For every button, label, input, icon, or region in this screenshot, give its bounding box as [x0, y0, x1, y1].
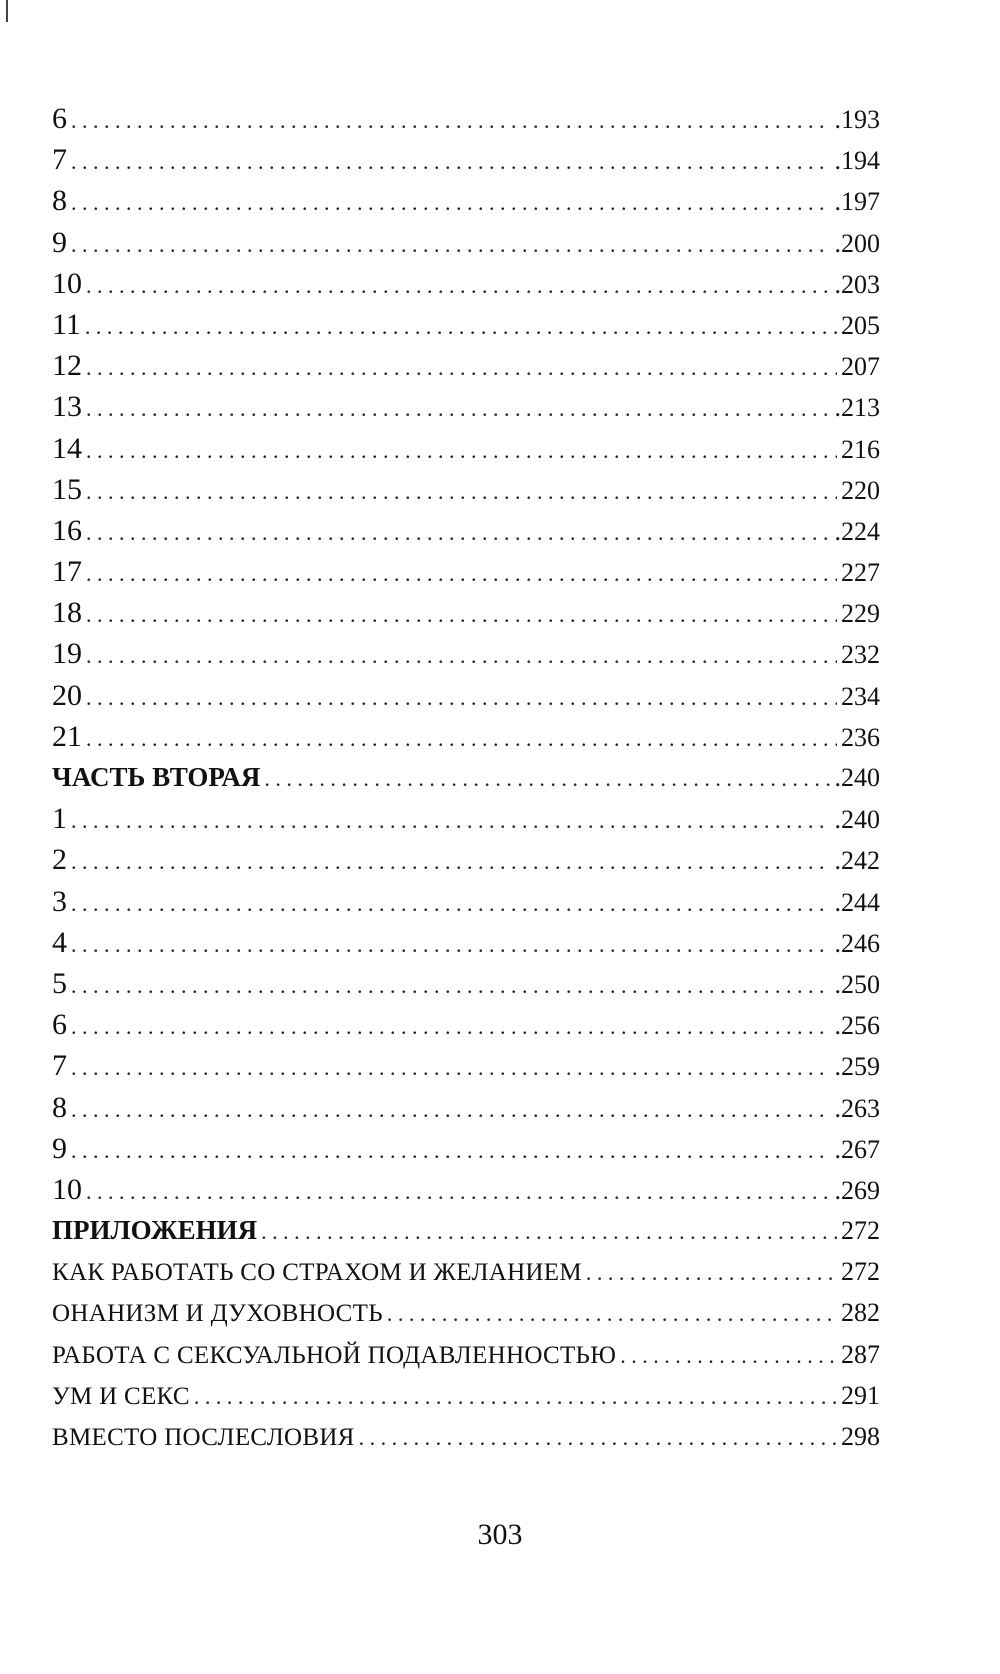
toc-entry — [52, 139, 880, 180]
toc-entry-title: 4 — [52, 925, 67, 959]
toc-leader-dots — [264, 758, 830, 799]
toc-leader-dots — [586, 1252, 837, 1293]
scan-edge-mark — [6, 0, 8, 22]
toc-leader-dots — [620, 1335, 837, 1376]
toc-entry-page: .224 — [834, 516, 880, 546]
toc-entry-page: 227 — [841, 558, 880, 588]
toc-entry-page: .203 — [834, 269, 880, 299]
toc-entry-page: 282 — [841, 1298, 880, 1328]
toc-leader-dots — [71, 182, 831, 223]
toc-entry-page: .256 — [834, 1011, 880, 1041]
toc-entry-page: .242 — [834, 846, 880, 876]
toc-entry-page: 232 — [841, 640, 880, 670]
toc-entry-title: 14 — [52, 431, 82, 465]
toc-entry — [52, 839, 880, 880]
toc-entry-page: 216 — [841, 434, 880, 464]
toc-entry-page: 229 — [841, 599, 880, 629]
toc-entry-page: .240 — [834, 763, 880, 792]
toc-entry — [52, 675, 880, 716]
toc-entry — [52, 963, 880, 1004]
toc-entry — [52, 1087, 880, 1128]
toc-entry — [52, 180, 880, 221]
toc-entry-title: 13 — [52, 390, 82, 424]
toc-leader-dots — [86, 594, 837, 635]
toc-entry — [52, 1375, 880, 1416]
toc-entry — [52, 922, 880, 963]
toc-entry — [52, 428, 880, 469]
toc-entry-title: 10 — [52, 1172, 82, 1206]
page-number: 303 — [477, 1518, 523, 1551]
toc-leader-dots — [86, 471, 837, 512]
toc-entry-title: КАК РАБОТАТЬ СО СТРАХОМ И ЖЕЛАНИЕМ — [52, 1259, 582, 1287]
toc-entry-title: РАБОТА С СЕКСУАЛЬНОЙ ПОДАВЛЕННОСТЬЮ — [52, 1341, 617, 1369]
toc-entry — [52, 98, 880, 139]
toc-entry — [52, 510, 880, 551]
toc-entry-page: .213 — [834, 393, 880, 423]
toc-entry — [52, 1004, 880, 1045]
toc-leader-dots — [71, 800, 831, 841]
toc-entry-page: .244 — [834, 887, 880, 917]
toc-entry-page: 207 — [841, 352, 880, 382]
toc-leader-dots — [71, 1130, 831, 1171]
toc-entry — [52, 1210, 880, 1251]
toc-entry-title: УМ И СЕКС — [52, 1382, 190, 1410]
toc-entry-page: .240 — [834, 805, 880, 835]
toc-entry-title: 1 — [52, 802, 67, 836]
toc-leader-dots — [71, 100, 831, 141]
toc-entry-title: 6 — [52, 1008, 67, 1042]
toc-entry-title: 7 — [52, 143, 67, 177]
toc-entry — [52, 633, 880, 674]
toc-entry — [52, 263, 880, 304]
table-of-contents — [52, 98, 880, 1457]
toc-leader-dots — [71, 1089, 831, 1130]
toc-entry-title: 5 — [52, 966, 67, 1000]
toc-entry — [52, 716, 880, 757]
toc-entry — [52, 386, 880, 427]
toc-entry-page: 272 — [841, 1216, 880, 1246]
toc-entry — [52, 1292, 880, 1333]
toc-entry-title: 8 — [52, 1090, 67, 1124]
toc-leader-dots — [194, 1376, 837, 1417]
toc-leader-dots — [71, 883, 831, 924]
toc-entry-page: 272 — [841, 1257, 880, 1287]
toc-entry — [52, 1251, 880, 1292]
toc-entry — [52, 1334, 880, 1375]
toc-leader-dots — [71, 1047, 831, 1088]
toc-entry-title: ВМЕСТО ПОСЛЕСЛОВИЯ — [52, 1424, 355, 1451]
toc-entry-page: 236 — [841, 722, 880, 752]
toc-entry — [52, 757, 880, 798]
toc-entry-title: 11 — [52, 307, 81, 341]
toc-entry-title: 8 — [52, 184, 67, 218]
toc-entry-page: .193 — [834, 105, 880, 134]
toc-leader-dots — [71, 965, 831, 1006]
toc-entry-title: 7 — [52, 1049, 67, 1083]
toc-entry-page: 298 — [841, 1422, 880, 1451]
toc-entry-title: 6 — [52, 102, 67, 135]
toc-entry-page: .194 — [834, 146, 880, 176]
toc-entry-page: .246 — [834, 928, 880, 958]
toc-entry-title: 15 — [52, 472, 82, 506]
toc-entry-title: 2 — [52, 843, 67, 877]
toc-leader-dots — [86, 347, 837, 388]
toc-entry — [52, 1416, 880, 1457]
toc-entry-page: .197 — [834, 187, 880, 217]
toc-entry — [52, 592, 880, 633]
toc-entry — [52, 881, 880, 922]
toc-entry-page: .263 — [834, 1093, 880, 1123]
toc-leader-dots — [71, 224, 831, 265]
toc-entry-page: 234 — [841, 681, 880, 711]
toc-entry-page: 220 — [841, 475, 880, 505]
toc-entry-page: .250 — [834, 969, 880, 999]
toc-entry-page: 291 — [841, 1380, 880, 1410]
toc-leader-dots — [86, 430, 837, 471]
toc-entry-title: ЧАСТЬ ВТОРАЯ — [52, 762, 261, 792]
toc-entry — [52, 798, 880, 839]
toc-leader-dots — [71, 924, 831, 965]
toc-leader-dots — [86, 512, 831, 553]
toc-leader-dots — [86, 718, 837, 759]
toc-entry-title: 20 — [52, 678, 82, 712]
toc-entry-title: 19 — [52, 637, 82, 671]
toc-entry-title: 9 — [52, 225, 67, 259]
toc-leader-dots — [86, 1171, 831, 1212]
toc-leader-dots — [86, 265, 831, 306]
toc-entry-title: 18 — [52, 596, 82, 630]
toc-entry-title: 21 — [52, 719, 82, 753]
toc-entry — [52, 1128, 880, 1169]
toc-leader-dots — [359, 1417, 837, 1458]
toc-entry — [52, 345, 880, 386]
toc-entry-title: 3 — [52, 884, 67, 918]
toc-leader-dots — [387, 1293, 837, 1334]
toc-leader-dots — [86, 635, 837, 676]
toc-entry-title: 16 — [52, 513, 82, 547]
toc-leader-dots — [71, 141, 831, 182]
toc-entry-title: 10 — [52, 266, 82, 300]
toc-leader-dots — [71, 1006, 831, 1047]
toc-entry-page: 287 — [841, 1339, 880, 1369]
toc-entry-title: 12 — [52, 349, 82, 383]
toc-entry-page: 205 — [841, 310, 880, 340]
toc-entry-page: .269 — [834, 1175, 880, 1205]
toc-leader-dots — [71, 841, 831, 882]
toc-entry — [52, 304, 880, 345]
toc-entry-page: .259 — [834, 1052, 880, 1082]
toc-leader-dots — [261, 1211, 837, 1252]
toc-entry — [52, 469, 880, 510]
toc-entry — [52, 551, 880, 592]
toc-leader-dots — [86, 388, 831, 429]
toc-entry-page: .267 — [834, 1134, 880, 1164]
toc-entry-title: 17 — [52, 555, 82, 589]
toc-entry — [52, 1169, 880, 1210]
toc-entry-title: ОНАНИЗМ И ДУХОВНОСТЬ — [52, 1300, 383, 1328]
toc-entry-title: 9 — [52, 1131, 67, 1165]
toc-entry — [52, 1045, 880, 1086]
toc-leader-dots — [85, 306, 837, 347]
toc-entry-page: .200 — [834, 228, 880, 258]
toc-leader-dots — [86, 677, 837, 718]
toc-entry — [52, 222, 880, 263]
toc-entry-title: ПРИЛОЖЕНИЯ — [52, 1215, 258, 1246]
toc-leader-dots — [86, 553, 837, 594]
